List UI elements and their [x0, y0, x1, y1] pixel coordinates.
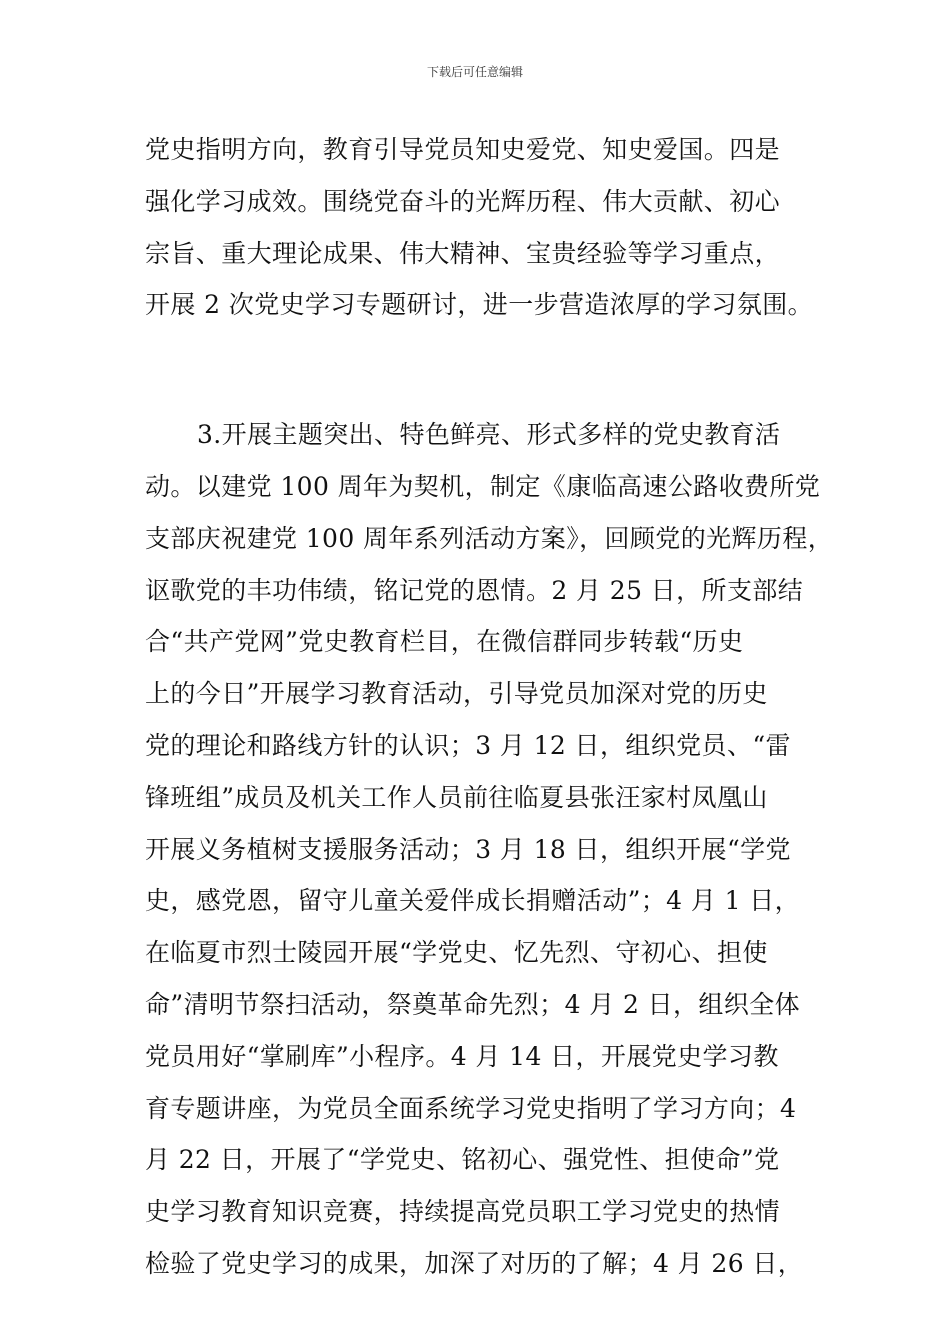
text-line: 强化学习成效。围绕党奋斗的光辉历程、伟大贡献、初心 — [145, 186, 781, 216]
text-line: 宗旨、重大理论成果、伟大精神、宝贵经验等学习重点， — [145, 238, 781, 268]
text-line: 育专题讲座，为党员全面系统学习党史指明了学习方向；4 — [145, 1093, 797, 1123]
text-line: 锋班组”成员及机关工作人员前往临夏县张汪家村凤凰山 — [145, 782, 768, 812]
text-line: 检验了党史学习的成果，加深了对历的了解；4 月 26 日， — [145, 1248, 804, 1278]
text-line: 党史指明方向，教育引导党员知史爱党、知史爱国。四是 — [145, 135, 781, 164]
document-body — [145, 124, 834, 1290]
text-line: 月 22 日，开展了“学党史、铭初心、强党性、担使命”党 — [145, 1145, 780, 1175]
text-line: 讴歌党的丰功伟绩，铭记党的恩情。2 月 25 日，所支部结 — [145, 575, 804, 605]
text-line: 上的今日”开展学习教育活动，引导党员加深对党的历史 — [145, 679, 768, 709]
text-line: 支部庆祝建党 100 周年系列活动方案》，回顾党的光辉历程， — [145, 523, 834, 553]
text-line: 3.开展主题突出、特色鲜亮、形式多样的党史教育活 — [197, 420, 781, 450]
paragraph-1 — [145, 124, 814, 331]
text-line: 史学习教育知识竞赛，持续提高党员职工学习党史的热情 — [145, 1197, 781, 1227]
text-line: 在临夏市烈士陵园开展“学党史、忆先烈、守初心、担使 — [145, 938, 768, 968]
text-line: 开展 2 次党史学习专题研讨，进一步营造浓厚的学习氛围。 — [145, 290, 814, 320]
text-line: 动。以建党 100 周年为契机，制定《康临高速公路收费所党 — [145, 471, 821, 501]
text-line: 合“共产党网”党史教育栏目，在微信群同步转载“历史 — [145, 627, 744, 657]
text-line: 命”清明节祭扫活动，祭奠革命先烈；4 月 2 日，组织全体 — [145, 989, 801, 1019]
text-line: 党员用好“掌刷库”小程序。4 月 14 日，开展党史学习教 — [145, 1041, 779, 1071]
paragraph-2 — [145, 409, 834, 1290]
text-line: 史，感党恩，留守儿童关爱伴成长捐赠活动”；4 月 1 日， — [145, 886, 801, 916]
header-note: 下载后可任意编辑 — [426, 65, 523, 79]
text-line: 开展义务植树支援服务活动；3 月 18 日，组织开展“学党 — [145, 834, 791, 864]
text-line: 党的理论和路线方针的认识；3 月 12 日，组织党员、“雷 — [145, 730, 791, 760]
paragraph-spacer — [145, 331, 805, 409]
